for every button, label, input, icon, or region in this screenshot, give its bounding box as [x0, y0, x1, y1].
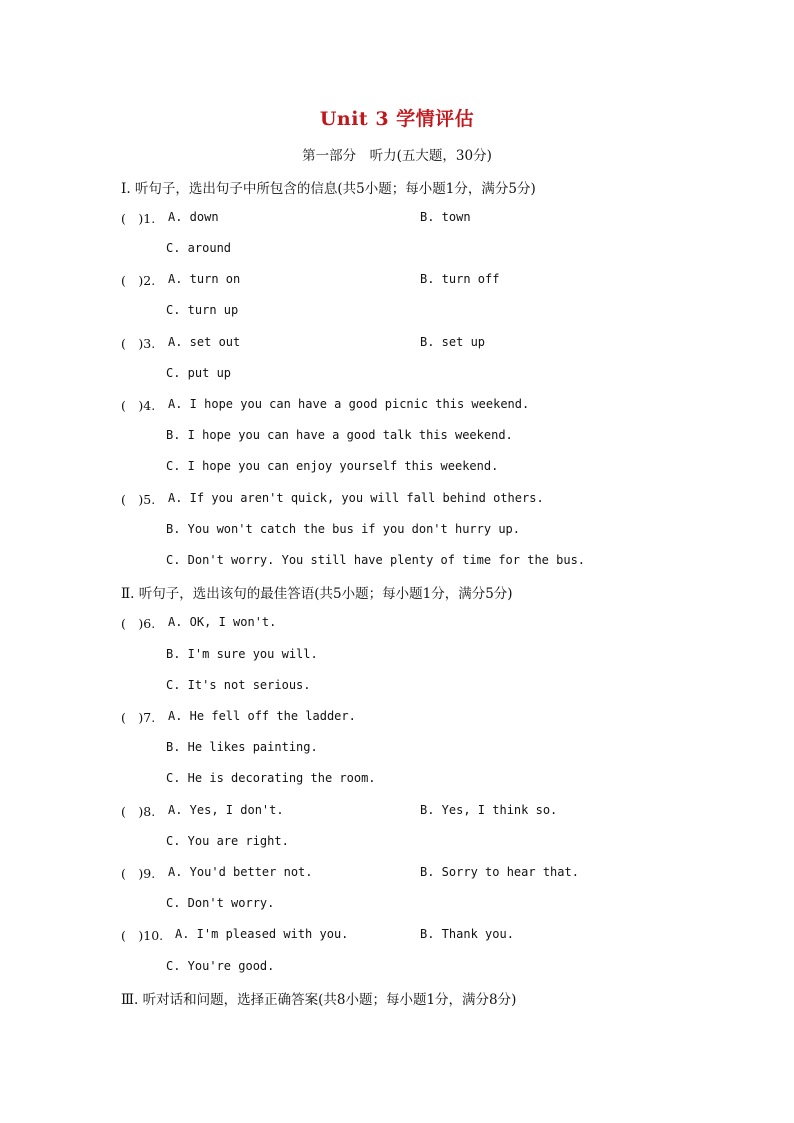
question-8-option-b: B. Yes, I think so. — [420, 803, 558, 817]
question-6-option-c: C. It's not serious. — [166, 678, 311, 692]
question-6-option-b: B. I'm sure you will. — [166, 647, 318, 661]
question-5-option-a: A. If you aren't quick, you will fall behind others. — [168, 491, 544, 505]
question-7-option-b: B. He likes painting. — [166, 740, 318, 754]
question-3-option-a: A. set out — [168, 335, 241, 349]
question-7-option-c: C. He is decorating the room. — [166, 771, 376, 785]
page-title: Unit 3 学情评估 — [319, 108, 475, 130]
question-4-option-b: B. I hope you can have a good talk this weekend. — [166, 428, 513, 442]
question-2-option-c: C. turn up — [166, 303, 239, 317]
question-4-option-c: C. I hope you can enjoy yourself this weekend. — [166, 459, 499, 473]
question-3-number: ( )3. — [121, 336, 156, 351]
question-4-option-a: A. I hope you can have a good picnic this weekend. — [168, 397, 530, 411]
question-10-number: ( )10. — [121, 928, 164, 943]
question-5-option-b: B. You won't catch the bus if you don't hurry up. — [166, 522, 521, 536]
section-heading-1: Ⅰ. 听句子，选出句子中所包含的信息(共5小题；每小题1分，满分5分) — [121, 181, 536, 197]
part-subtitle: 第一部分 听力(五大题，30分) — [302, 148, 492, 164]
question-8-option-a: A. Yes, I don't. — [168, 803, 284, 817]
section-heading-3: Ⅲ. 听对话和问题，选择正确答案(共8小题；每小题1分，满分8分) — [121, 992, 517, 1008]
question-2-option-b: B. turn off — [420, 272, 500, 286]
question-5-number: ( )5. — [121, 492, 156, 507]
question-4-number: ( )4. — [121, 398, 156, 413]
question-1-option-c: C. around — [166, 241, 232, 255]
question-6-option-a: A. OK, I won't. — [168, 615, 277, 629]
question-2-number: ( )2. — [121, 273, 156, 288]
question-8-option-c: C. You are right. — [166, 834, 289, 848]
question-9-number: ( )9. — [121, 866, 156, 881]
question-3-option-b: B. set up — [420, 335, 486, 349]
question-7-option-a: A. He fell off the ladder. — [168, 709, 356, 723]
section-heading-2: Ⅱ. 听句子，选出该句的最佳答语(共5小题；每小题1分，满分5分) — [121, 586, 513, 602]
question-6-number: ( )6. — [121, 616, 156, 631]
question-10-option-b: B. Thank you. — [420, 927, 514, 941]
question-1-option-b: B. town — [420, 210, 471, 224]
question-9-option-a: A. You'd better not. — [168, 865, 313, 879]
question-10-option-a: A. I'm pleased with you. — [175, 927, 349, 941]
question-9-option-b: B. Sorry to hear that. — [420, 865, 579, 879]
question-1-option-a: A. down — [168, 210, 219, 224]
question-10-option-c: C. You're good. — [166, 959, 275, 973]
question-9-option-c: C. Don't worry. — [166, 896, 275, 910]
question-7-number: ( )7. — [121, 710, 156, 725]
question-1-number: ( )1. — [121, 211, 156, 226]
question-5-option-c: C. Don't worry. You still have plenty of time for the bus. — [166, 553, 586, 567]
question-2-option-a: A. turn on — [168, 272, 241, 286]
question-3-option-c: C. put up — [166, 366, 232, 380]
question-8-number: ( )8. — [121, 804, 156, 819]
